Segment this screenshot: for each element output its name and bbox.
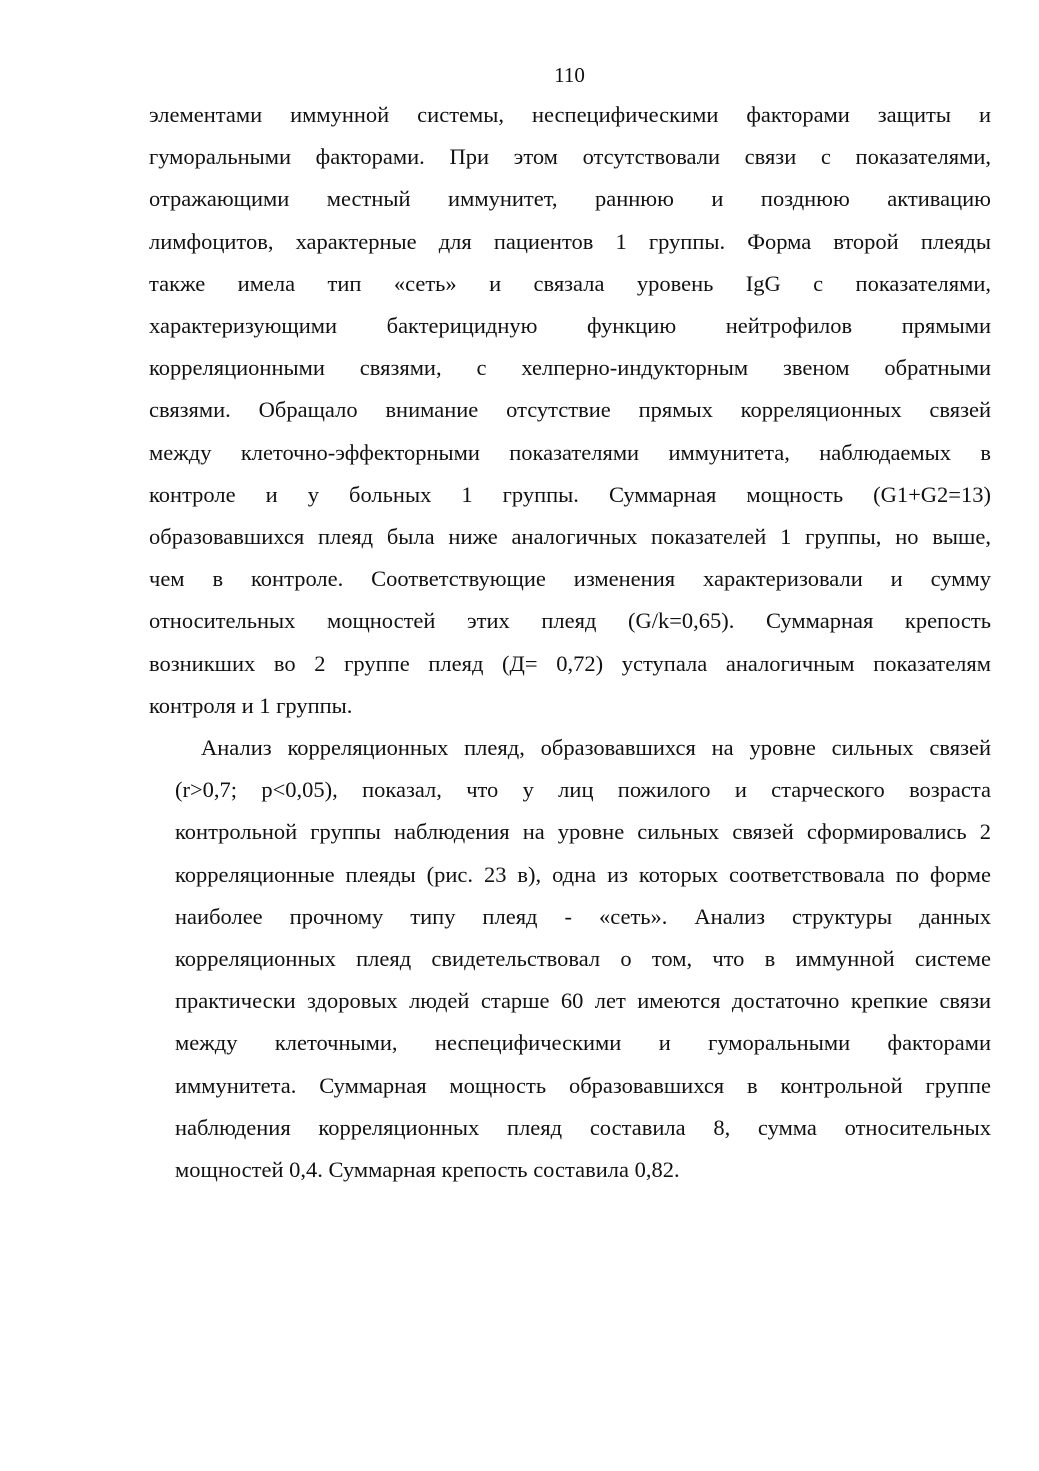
text-line: отражающими местный иммунитет, раннюю и позднюю активацию	[149, 186, 991, 212]
text-line: относительных мощностей этих плеяд (G/k=0,65). Суммарная крепость	[149, 608, 991, 634]
text-line: лимфоцитов, характерные для пациентов 1 группы. Форма второй плеяды	[149, 228, 991, 254]
paragraph-1	[149, 94, 991, 727]
text-line: образовавшихся плеяд была ниже аналогичных показателей 1 группы, но выше,	[149, 524, 991, 550]
page-number: 110	[554, 63, 585, 87]
text-line: возникших во 2 группе плеяд (Д= 0,72) уступала аналогичным показателям	[149, 650, 991, 676]
text-line: чем в контроле. Соответствующие изменения характеризовали и сумму	[149, 566, 991, 592]
text-line: характеризующими бактерицидную функцию нейтрофилов прямыми	[149, 313, 991, 339]
text-line: также имела тип «сеть» и связала уровень IgG с показателями,	[149, 270, 991, 296]
text-line: гуморальными факторами. При этом отсутствовали связи с показателями,	[149, 144, 991, 170]
text-line: Анализ корреляционных плеяд, образовавшихся на уровне сильных связей	[201, 735, 991, 761]
text-line: связями. Обращало внимание отсутствие прямых корреляционных связей	[149, 397, 991, 423]
text-line: иммунитета. Суммарная мощность образовавшихся в контрольной группе	[175, 1072, 991, 1098]
text-line: практически здоровых людей старше 60 лет имеются достаточно крепкие связи	[175, 988, 991, 1014]
text-line: между клеточными, неспецифическими и гуморальными факторами	[175, 1030, 991, 1056]
text-line: контроля и 1 группы.	[149, 692, 353, 718]
text-line: наиболее прочному типу плеяд - «сеть». Анализ структуры данных	[175, 903, 991, 929]
text-line: между клеточно-эффекторными показателями иммунитета, наблюдаемых в	[149, 439, 991, 465]
text-line: (r>0,7; p<0,05), показал, что у лиц пожилого и старческого возраста	[175, 777, 991, 803]
text-line: мощностей 0,4. Суммарная крепость составила 0,82.	[175, 1157, 680, 1183]
text-line: корреляционные плеяды (рис. 23 в), одна из которых соответствовала по форме	[175, 861, 991, 887]
text-line: контрольной группы наблюдения на уровне сильных связей сформировались 2	[175, 819, 991, 845]
text-line: корреляционными связями, с хелперно-индукторным звеном обратными	[149, 355, 991, 381]
text-line: корреляционных плеяд свидетельствовал о том, что в иммунной системе	[175, 946, 991, 972]
text-line: элементами иммунной системы, неспецифическими факторами защиты и	[149, 102, 991, 127]
text-line: контроле и у больных 1 группы. Суммарная мощность (G1+G2=13)	[149, 481, 991, 507]
body-text	[149, 94, 991, 1191]
paragraph-2	[149, 727, 991, 1191]
text-line: наблюдения корреляционных плеяд составила 8, сумма относительных	[175, 1114, 991, 1140]
